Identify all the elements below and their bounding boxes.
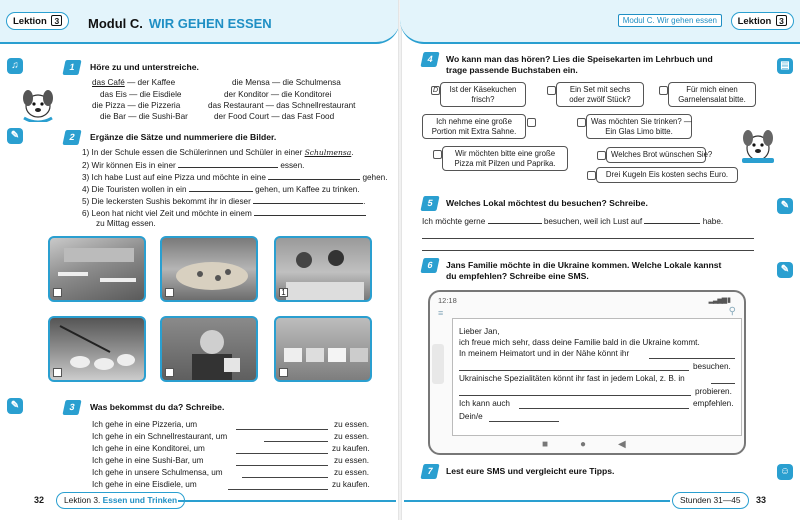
letter-checkbox[interactable]	[597, 151, 606, 160]
speech-box: Für mich einen Garnelensalat bitte.	[668, 82, 756, 107]
right-footer	[400, 492, 800, 510]
nav-square-icon: ■	[542, 439, 549, 450]
answer-line[interactable]	[459, 395, 691, 396]
answer-blank[interactable]	[488, 216, 542, 224]
answer-blank[interactable]	[189, 184, 253, 192]
modul-tag: Modul C. Wir gehen essen	[618, 14, 722, 27]
task-3-row-end: zu essen.	[334, 468, 370, 477]
left-footer	[0, 492, 400, 510]
task-3-row-end: zu essen.	[334, 432, 370, 441]
task-7-number: 7	[420, 464, 439, 479]
speech-box: Drei Kugeln Eis kosten sechs Euro.	[596, 167, 738, 183]
letter-checkbox[interactable]	[433, 150, 442, 159]
sms-line: empfehlen.	[693, 399, 734, 408]
task-3-row: Ich gehe in eine Eisdiele, um	[92, 480, 197, 489]
footer-chapter: Lektion 3. Essen und Trinken	[56, 492, 185, 509]
photo-ice-cream	[274, 316, 372, 382]
book-icon: ▤	[777, 58, 793, 74]
footer-stunden: Stunden 31—45	[672, 492, 749, 509]
task-2-sentence-3: 3) Ich habe Lust auf eine Pizza und möchte in eine gehen.	[82, 173, 388, 182]
signal-icon: ▂▃▅▆ ▮	[708, 297, 730, 304]
lektion-tab-left	[6, 12, 69, 30]
pencil-icon: ✎	[7, 398, 23, 414]
phone-mockup	[428, 290, 746, 455]
write-icon: ✎	[7, 128, 23, 144]
letter-checkbox[interactable]	[527, 118, 536, 127]
task-1-title: Höre zu und unterstreiche.	[90, 62, 199, 72]
answer-line[interactable]	[422, 250, 754, 251]
pencil-icon: ✎	[777, 198, 793, 214]
speech-box: Was möchten Sie trinken? — Ein Glas Limo bitte.	[586, 114, 692, 139]
answer-line[interactable]	[489, 421, 559, 422]
lektion-label: Lektion	[737, 16, 772, 27]
task-5-title: Welches Lokal möchtest du besuchen? Schreibe.	[446, 198, 648, 208]
task-7-title: Lest eure SMS und vergleicht eure Tipps.	[446, 466, 615, 476]
photo-sushi	[48, 316, 146, 382]
answer-line[interactable]	[459, 370, 689, 371]
task-2-sentence-1: 1) In der Schule essen die Schülerinnen und Schüler in einer Schulmensa.	[82, 148, 354, 157]
pencil-icon: ✎	[777, 262, 793, 278]
modul-title-text: WIR GEHEN ESSEN	[148, 16, 272, 31]
answer-blank[interactable]	[178, 160, 278, 168]
task-2-sentence-2: 2) Wir können Eis in einer essen.	[82, 161, 305, 170]
task-3-row: Ich gehe in eine Sushi-Bar, um	[92, 456, 204, 465]
answer-line[interactable]	[236, 429, 328, 430]
phone-time: 12:18	[438, 296, 457, 305]
sms-line: Ukrainische Spezialitäten könnt ihr fast in jedem Lokal, z. B. in	[459, 374, 685, 383]
task-1-row: die Pizza — die Pizzeria	[92, 101, 181, 110]
task-6-number: 6	[420, 258, 439, 273]
letter-checkbox[interactable]: D	[432, 87, 439, 94]
task-3-row-end: zu essen.	[334, 420, 370, 429]
photo-number-box[interactable]: 1	[279, 288, 288, 297]
nav-back-icon: ◀	[618, 439, 626, 450]
answer-line[interactable]	[242, 477, 328, 478]
answer-blank[interactable]	[254, 208, 366, 216]
task-4-number: 4	[420, 52, 439, 67]
speech-box: D Ist der Käsekuchen frisch?	[440, 82, 526, 107]
photo-number-box[interactable]	[53, 368, 62, 377]
page-number: 33	[756, 495, 767, 505]
task-1-row: das Café — der Kaffee	[92, 78, 176, 87]
task-2-sentence-6-cont: zu Mittag essen.	[96, 219, 156, 228]
dog-mascot-icon	[738, 118, 778, 164]
answer-line[interactable]	[264, 441, 328, 442]
letter-checkbox[interactable]	[577, 118, 586, 127]
answer-line[interactable]	[236, 453, 328, 454]
photo-number-box[interactable]	[165, 368, 174, 377]
task-4-title: Wo kann man das hören? Lies die Speisekarten im Lehrbuch und trage passende Buchstaben ein.	[446, 54, 713, 75]
task-3-row: Ich gehe in eine Konditorei, um	[92, 444, 205, 453]
answer-line[interactable]	[519, 408, 689, 409]
sms-screen	[452, 318, 742, 436]
task-2-sentence-4: 4) Die Touristen wollen in ein gehen, um Kaffee zu trinken.	[82, 185, 360, 194]
task-3-row: Ich gehe in eine Pizzeria, um	[92, 420, 198, 429]
photo-number-box[interactable]	[279, 368, 288, 377]
answer-line[interactable]	[228, 489, 328, 490]
sms-line: probieren.	[695, 387, 732, 396]
task-1-row: der Food Court — das Fast Food	[214, 112, 335, 121]
sms-line: In meinem Heimatort und in der Nähe könnt ihr	[459, 349, 630, 358]
answer-blank[interactable]	[268, 172, 360, 180]
sms-greeting: Lieber Jan,	[459, 327, 500, 336]
task-1-row: das Eis — die Eisdiele	[100, 90, 182, 99]
photo-number-box[interactable]	[165, 288, 174, 297]
page-number: 32	[34, 495, 45, 505]
sms-line: besuchen.	[693, 362, 731, 371]
task-5-sentence: Ich möchte gerne besuchen, weil ich Lust auf habe.	[422, 217, 724, 226]
sms-signoff: Dein/e	[459, 412, 483, 421]
dog-mascot-icon	[16, 82, 58, 122]
letter-checkbox[interactable]	[547, 86, 556, 95]
listen-icon: ♫	[7, 58, 23, 74]
right-page	[400, 0, 800, 520]
answer-blank[interactable]	[644, 216, 700, 224]
task-1-row: der Konditor — die Konditorei	[224, 90, 332, 99]
task-2-sentence-5: 5) Die leckersten Sushis bekommt ihr in dieser .	[82, 197, 366, 206]
task-3-row: Ich gehe in ein Schnellrestaurant, um	[92, 432, 228, 441]
answer-line[interactable]	[236, 465, 328, 466]
answer-blank[interactable]	[253, 196, 363, 204]
photo-pizza	[160, 236, 258, 302]
lektion-label: Lektion	[13, 16, 47, 27]
task-3-title: Was bekommst du da? Schreibe.	[90, 402, 225, 412]
answer-line[interactable]	[649, 358, 735, 359]
lektion-tab-right	[731, 12, 794, 30]
sms-line: ich freue mich sehr, dass deine Familie bald in die Ukraine kommt.	[459, 338, 700, 347]
task-2-number: 2	[62, 130, 81, 145]
task-6-title: Jans Familie möchte in die Ukraine kommen. Welche Lokale kannst du empfehlen? Schreibe eine SMS.	[446, 260, 722, 281]
answer-line[interactable]	[711, 383, 735, 384]
task-3-row-end: zu essen.	[334, 456, 370, 465]
footer-rule	[404, 500, 670, 502]
task-2-title: Ergänze die Sätze und nummeriere die Bilder.	[90, 132, 277, 142]
answer-line[interactable]	[422, 238, 754, 239]
task-1-row: die Bar — die Sushi-Bar	[100, 112, 188, 121]
photo-family-eating	[274, 236, 372, 302]
lektion-number: 3	[776, 15, 787, 26]
task-5-number: 5	[420, 196, 439, 211]
speech-box: Ein Set mit sechs oder zwölf Stück?	[556, 82, 644, 107]
footer-rule	[178, 500, 396, 502]
speech-box: Welches Brot wünschen Sie?	[606, 147, 706, 163]
task-3-row: Ich gehe in unsere Schulmensa, um	[92, 468, 223, 477]
photo-boy-fastfood	[160, 316, 258, 382]
task-1-row: die Mensa — die Schulmensa	[232, 78, 341, 87]
group-icon: ☺	[777, 464, 793, 480]
task-2-sentence-6: 6) Leon hat nicht viel Zeit und möchte in einem	[82, 208, 366, 219]
task-1-number: 1	[62, 60, 81, 75]
speech-box: Wir möchten bitte eine große Pizza mit Pilzen und Paprika.	[442, 146, 568, 171]
letter-checkbox[interactable]	[587, 171, 596, 180]
modul-title	[88, 16, 272, 31]
sms-line: Ich kann auch	[459, 399, 510, 408]
letter-checkbox[interactable]	[659, 86, 668, 95]
task-3-row-end: zu kaufen.	[332, 444, 370, 453]
speech-box: Ich nehme eine große Portion mit Extra Sahne.	[422, 114, 526, 139]
phone-side-button	[432, 344, 444, 384]
nav-home-icon: ●	[580, 439, 587, 450]
search-icon: ⚲	[728, 306, 736, 317]
task-1-row: das Restaurant — das Schnellrestaurant	[208, 101, 356, 110]
task-3-row-end: zu kaufen.	[332, 480, 370, 489]
lektion-number: 3	[51, 15, 62, 26]
photo-cafe-interior	[48, 236, 146, 302]
task-3-number: 3	[62, 400, 81, 415]
modul-label: Modul C.	[88, 16, 143, 31]
photo-number-box[interactable]	[53, 288, 62, 297]
menu-icon: ≡	[438, 308, 444, 318]
